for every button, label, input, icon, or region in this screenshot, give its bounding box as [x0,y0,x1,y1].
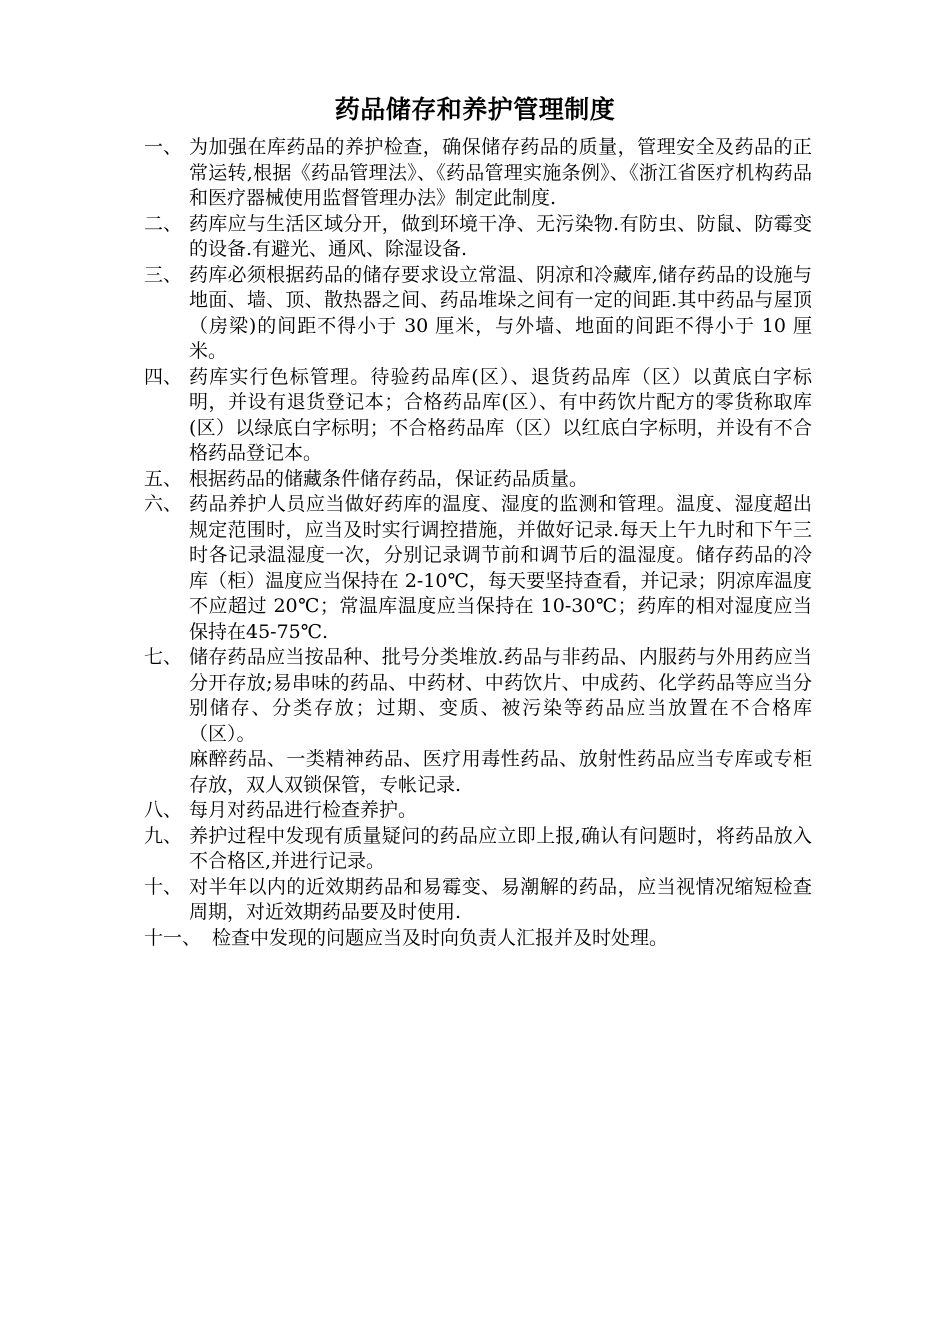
list-item-11 [144,926,812,952]
item-text: 检查中发现的问题应当及时向负责人汇报并及时处理。 [212,926,669,949]
item-number: 十、 [144,875,183,898]
item-text: 对半年以内的近效期药品和易霉变、易潮解的药品，应当视情况缩短检查周期，对近效期药品要及时使用. [189,875,812,923]
list-item-5 [144,467,812,493]
list-item-7 [144,645,812,798]
item-number: 七、 [144,646,183,668]
item-text-group [189,645,812,798]
item-number: 八、 [144,799,183,821]
item-text: 根据药品的储藏条件储存药品，保证药品质量。 [189,467,589,490]
item-number: 十一、 [144,926,202,949]
document-body [144,135,812,951]
item-text: 药库应与生活区域分开，做到环境干净、无污染物.有防虫、防鼠、防霉变的设备.有避光、通风、除湿设备. [189,212,812,260]
item-number: 四、 [144,365,183,388]
list-item-10 [144,875,812,926]
list-item-3 [144,263,812,365]
list-item-8 [144,798,812,824]
item-number: 一、 [144,136,183,158]
document-title: 药品储存和养护管理制度 [334,95,616,124]
item-text: 储存药品应当按品种、批号分类堆放.药品与非药品、内服药与外用药应当分开存放;易串味的药品、中药材、中药饮片、中成药、化学药品等应当分别储存、分类存放；过期、变质、被污染等药品应当放置在不合格库（区）。 [189,646,812,745]
item-number: 九、 [144,824,183,847]
item-text: 药库实行色标管理。待验药品库(区）、退货药品库（区）以黄底白字标明，并设有退货登记本；合格药品库(区）、有中药饮片配方的零货称取库(区）以绿底白字标明；不合格药品库（区）以红底白字标明，并设有不合格药品登记本。 [189,365,812,464]
item-number: 二、 [144,212,183,235]
list-item-6 [144,492,812,645]
item-number: 六、 [144,493,183,515]
item-number: 三、 [144,263,183,286]
list-item-2 [144,212,812,263]
item-text: 每月对药品进行检查养护。 [189,799,418,821]
item-extra-text: 麻醉药品、一类精神药品、医疗用毒性药品、放射性药品应当专库或专柜存放，双人双锁保管，专帐记录. [189,748,812,796]
item-number: 五、 [144,467,183,490]
list-item-1 [144,135,812,212]
item-text: 为加强在库药品的养护检查，确保储存药品的质量，管理安全及药品的正常运转,根据《药品管理法》、《药品管理实施条例》、《浙江省医疗机构药品和医疗器械使用监督管理办法》制定此制度. [189,136,812,209]
list-item-9 [144,824,812,875]
item-text: 药库必须根据药品的储存要求设立常温、阴凉和冷藏库,储存药品的设施与地面、墙、顶、散热器之间、药品堆垛之间有一定的间距.其中药品与屋顶（房梁)的间距不得小于 30 厘米，与外墙、地面的间距不得小于 10 厘米。 [189,263,812,362]
item-text: 药品养护人员应当做好药库的温度、湿度的监测和管理。温度、湿度超出规定范围时，应当及时实行调控措施，并做好记录.每天上午九时和下午三时各记录温湿度一次，分别记录调节前和调节后的温湿度。储存药品的冷库（柜）温度应当保持在 2-10℃，每天要坚持查看，并记录；阴凉库温度不应超过 20℃；常温库温度应当保持在 10-30℃；药库的相对湿度应当保持在45-75℃. [189,493,812,643]
list-item-4 [144,365,812,467]
item-text: 养护过程中发现有质量疑问的药品应立即上报,确认有问题时，将药品放入不合格区,并进行记录。 [189,824,812,872]
